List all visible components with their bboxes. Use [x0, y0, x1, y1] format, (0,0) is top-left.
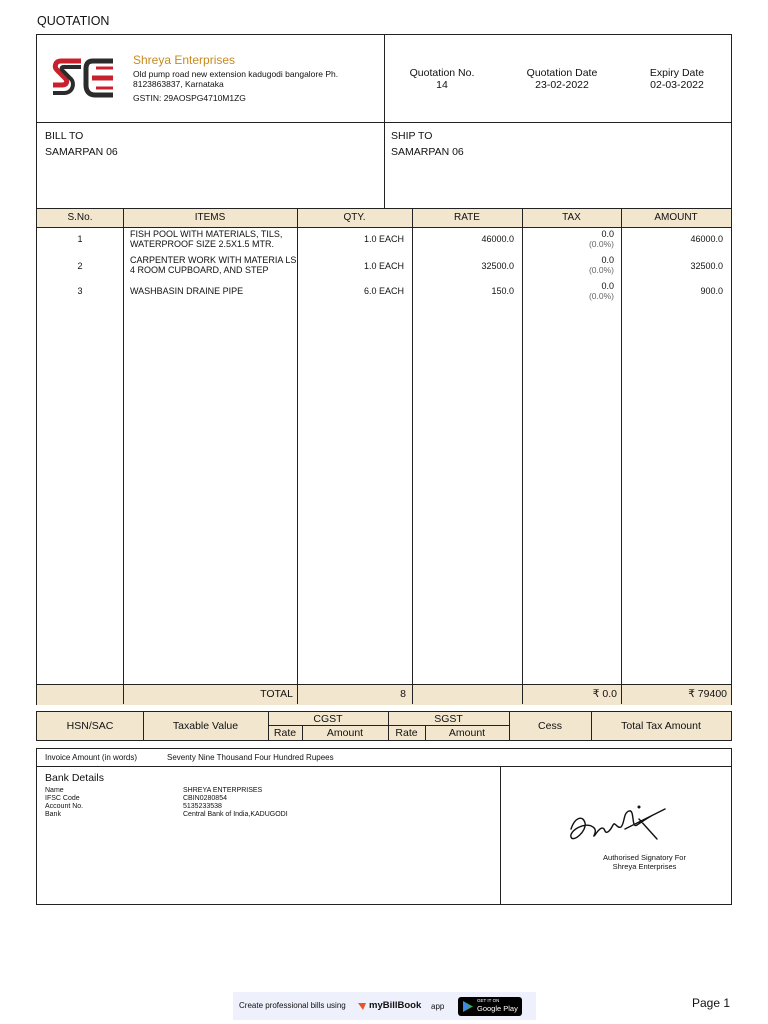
quotation-date-value: 23-02-2022	[535, 79, 589, 91]
items-table	[36, 208, 732, 705]
row-tax	[524, 229, 614, 249]
ship-to-name: SAMARPAN 06	[391, 146, 464, 158]
mybillbook-promo-banner[interactable]	[233, 992, 536, 1020]
quotation-date	[507, 67, 617, 91]
store-badge-caption: GET IT ON	[477, 998, 500, 1003]
row-rate: 150.0	[491, 286, 514, 296]
expiry-date-label: Expiry Date	[649, 67, 705, 79]
row-qty: 6.0 EACH	[363, 286, 404, 296]
row-item: FISH POOL WITH MATERIALS, TILS, WATERPROOF SIZE 2.5X1.5 MTR.	[130, 229, 283, 249]
promo-app-text: app	[431, 1002, 445, 1011]
mybillbook-logo-icon	[357, 1001, 367, 1011]
company-gstin: GSTIN: 29AOSPG4710M1ZG	[133, 93, 246, 103]
row-tax-value: 0.0	[601, 229, 614, 239]
signature-line-1: Authorised Signatory For	[603, 853, 686, 862]
row-tax	[524, 281, 614, 301]
row-tax-percent: (0.0%)	[588, 291, 614, 301]
column-divider	[297, 209, 298, 704]
quotation-no-label: Quotation No.	[409, 67, 475, 79]
total-tax: ₹ 0.0	[592, 688, 617, 700]
bank-value: Central Bank of India,KADUGODI	[183, 811, 288, 818]
row-item: CARPENTER WORK WITH MATERIA LS 4 ROOM CUPBOARD, AND STEP	[130, 255, 297, 275]
google-play-badge[interactable]	[458, 997, 522, 1016]
company-logo-icon	[51, 55, 117, 101]
header-qty: QTY.	[343, 212, 366, 223]
taxable-value-header: Taxable Value	[172, 720, 239, 732]
company-address: Old pump road new extension kadugodi bangalore Ph. 8123863837, Karnataka	[133, 69, 339, 89]
header-amount: AMOUNT	[654, 212, 698, 223]
promo-text: Create professional bills using	[239, 1001, 346, 1010]
row-tax	[524, 255, 614, 275]
cess-header: Cess	[538, 720, 562, 732]
row-sno: 3	[77, 286, 83, 296]
header-items: ITEMS	[194, 212, 226, 223]
expiry-date	[622, 67, 732, 91]
hsn-sac-header: HSN/SAC	[66, 720, 114, 732]
sgst-header: SGST	[434, 713, 463, 725]
quotation-date-label: Quotation Date	[526, 67, 598, 79]
signature-caption	[557, 853, 732, 871]
signature-line-2: Shreya Enterprises	[612, 862, 677, 871]
row-tax-percent: (0.0%)	[588, 265, 614, 275]
store-badge-name: Google Play	[477, 1004, 518, 1013]
company-name: Shreya Enterprises	[133, 53, 236, 67]
row-sno: 2	[77, 261, 83, 271]
document-title: QUOTATION	[37, 14, 110, 28]
total-tax-header: Total Tax Amount	[621, 720, 701, 732]
cgst-amount-header: Amount	[326, 727, 364, 739]
total-qty: 8	[400, 688, 406, 700]
row-sno: 1	[77, 234, 83, 244]
expiry-date-value: 02-03-2022	[650, 79, 704, 91]
sgst-amount-header: Amount	[448, 727, 486, 739]
column-divider	[412, 209, 413, 704]
row-rate: 46000.0	[481, 234, 514, 244]
divider	[37, 122, 732, 123]
header-sno: S.No.	[67, 212, 93, 223]
total-label: TOTAL	[260, 688, 293, 700]
signature-image	[565, 799, 670, 851]
amount-in-words-label: Invoice Amount (in words)	[45, 753, 138, 762]
divider	[37, 766, 731, 767]
row-tax-percent: (0.0%)	[588, 239, 614, 249]
account-no-value: 5135233538	[183, 803, 222, 810]
quotation-no	[387, 67, 497, 91]
quotation-no-value: 14	[436, 79, 448, 91]
tax-summary-table	[36, 711, 732, 741]
bank-name-value: SHREYA ENTERPRISES	[183, 787, 263, 794]
row-qty: 1.0 EACH	[363, 261, 404, 271]
row-qty: 1.0 EACH	[363, 234, 404, 244]
total-amount: ₹ 79400	[688, 688, 727, 700]
ifsc-label: IFSC Code	[45, 795, 80, 802]
row-divider	[268, 725, 509, 726]
cgst-header: CGST	[313, 713, 343, 725]
ifsc-value: CBIN0280854	[183, 795, 227, 802]
row-tax-value: 0.0	[601, 281, 614, 291]
column-divider	[522, 209, 523, 704]
bank-label: Bank	[45, 811, 61, 818]
sgst-rate-header: Rate	[395, 727, 418, 739]
amount-bank-section	[36, 748, 732, 905]
bill-to-label: BILL TO	[45, 130, 84, 142]
row-rate: 32500.0	[481, 261, 514, 271]
bill-to-name: SAMARPAN 06	[45, 146, 118, 158]
quotation-header	[36, 34, 732, 209]
header-tax: TAX	[562, 212, 581, 223]
page-number: Page 1	[692, 996, 731, 1010]
google-play-icon	[463, 1001, 473, 1012]
row-amount: 46000.0	[690, 234, 723, 244]
column-divider	[621, 209, 622, 704]
row-amount: 900.0	[700, 286, 723, 296]
row-amount: 32500.0	[690, 261, 723, 271]
account-no-label: Account No.	[45, 803, 84, 810]
column-divider	[123, 209, 124, 704]
promo-brand: myBillBook	[369, 1000, 422, 1011]
row-tax-value: 0.0	[601, 255, 614, 265]
cgst-rate-header: Rate	[273, 727, 297, 739]
divider	[500, 766, 501, 904]
row-item: WASHBASIN DRAINE PIPE	[130, 286, 244, 296]
bank-name-label: Name	[45, 787, 64, 794]
amount-in-words-value: Seventy Nine Thousand Four Hundred Rupees	[167, 753, 334, 762]
bank-details-title: Bank Details	[45, 772, 104, 784]
header-rate: RATE	[454, 212, 480, 223]
ship-to-label: SHIP TO	[391, 130, 433, 142]
